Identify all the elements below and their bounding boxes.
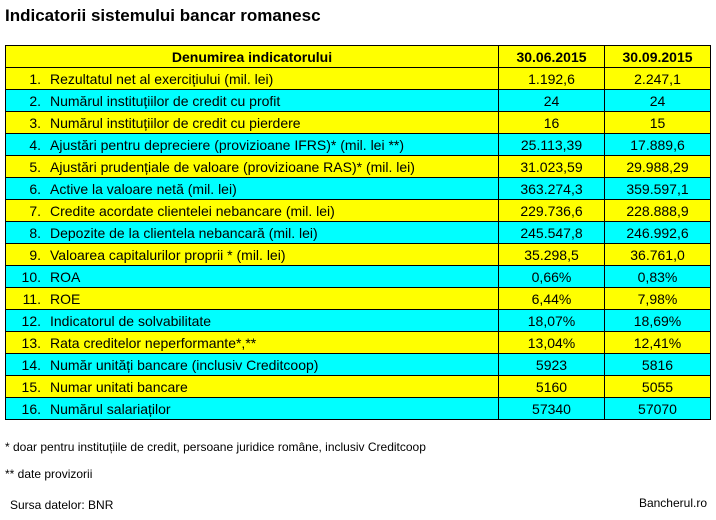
value-cell-2015-09-30: 17.889,6 — [605, 134, 711, 156]
indicator-label: Numar unitati bancare — [50, 378, 188, 395]
table-row — [6, 68, 711, 90]
value-cell-2015-06-30: 245.547,8 — [499, 222, 605, 244]
indicator-label: ROE — [50, 290, 81, 307]
indicator-name-cell — [6, 398, 499, 420]
indicator-name-cell — [6, 244, 499, 266]
indicator-label: Număr unități bancare (inclusiv Creditcoop) — [50, 356, 319, 373]
data-source: Sursa datelor: BNR — [10, 498, 114, 512]
value-cell-2015-09-30: 24 — [605, 90, 711, 112]
value-cell-2015-09-30: 359.597,1 — [605, 178, 711, 200]
indicator-label: Numărul instituțiilor de credit cu pierdere — [50, 114, 301, 131]
value-cell-2015-06-30: 1.192,6 — [499, 68, 605, 90]
header-date-2: 30.09.2015 — [605, 46, 711, 68]
value-cell-2015-09-30: 2.247,1 — [605, 68, 711, 90]
indicator-name-cell — [6, 222, 499, 244]
indicator-label: Rata creditelor neperformante*,** — [50, 334, 257, 351]
value-cell-2015-09-30: 246.992,6 — [605, 222, 711, 244]
indicator-name-cell — [6, 156, 499, 178]
table-row — [6, 266, 711, 288]
value-cell-2015-06-30: 16 — [499, 112, 605, 134]
indicator-number: 15. — [21, 378, 41, 395]
table-row — [6, 288, 711, 310]
indicator-label: Ajustări pentru depreciere (provizioane IFRS)* (mil. lei **) — [50, 136, 405, 153]
table-row — [6, 376, 711, 398]
indicator-number: 3. — [29, 114, 41, 131]
indicator-number: 9. — [29, 246, 41, 263]
indicator-label: Rezultatul net al exercițiului (mil. lei) — [50, 70, 274, 87]
table-row — [6, 112, 711, 134]
table-header-row — [6, 46, 711, 68]
table-row — [6, 332, 711, 354]
indicator-number: 6. — [29, 180, 41, 197]
footnote-2: ** date provizorii — [5, 467, 93, 481]
value-cell-2015-09-30: 36.761,0 — [605, 244, 711, 266]
value-cell-2015-06-30: 31.023,59 — [499, 156, 605, 178]
indicator-label: Credite acordate clientelei nebancare (mil. lei) — [50, 202, 335, 219]
table-row — [6, 156, 711, 178]
indicator-number: 2. — [29, 92, 41, 109]
value-cell-2015-06-30: 5160 — [499, 376, 605, 398]
value-cell-2015-09-30: 18,69% — [605, 310, 711, 332]
value-cell-2015-09-30: 57070 — [605, 398, 711, 420]
indicator-label: Active la valoare netă (mil. lei) — [50, 180, 237, 197]
indicator-name-cell — [6, 112, 499, 134]
value-cell-2015-06-30: 13,04% — [499, 332, 605, 354]
indicator-label: Indicatorul de solvabilitate — [50, 312, 212, 329]
table-row — [6, 398, 711, 420]
table-row — [6, 354, 711, 376]
indicators-table — [5, 45, 711, 420]
indicator-number: 8. — [29, 224, 41, 241]
value-cell-2015-09-30: 12,41% — [605, 332, 711, 354]
value-cell-2015-06-30: 363.274,3 — [499, 178, 605, 200]
indicator-number: 13. — [21, 334, 41, 351]
indicator-label: Ajustări prudențiale de valoare (provizioane RAS)* (mil. lei) — [50, 158, 415, 175]
indicator-name-cell — [6, 134, 499, 156]
indicator-name-cell — [6, 178, 499, 200]
brand-label: Bancherul.ro — [638, 496, 707, 510]
value-cell-2015-09-30: 0,83% — [605, 266, 711, 288]
footnote-1: * doar pentru instituțiile de credit, persoane juridice române, inclusiv Creditcoop — [5, 440, 426, 454]
value-cell-2015-06-30: 18,07% — [499, 310, 605, 332]
indicator-name-cell — [6, 200, 499, 222]
value-cell-2015-09-30: 5055 — [605, 376, 711, 398]
table-row — [6, 178, 711, 200]
indicator-number: 5. — [29, 158, 41, 175]
indicator-number: 11. — [22, 290, 41, 307]
value-cell-2015-06-30: 0,66% — [499, 266, 605, 288]
value-cell-2015-06-30: 229.736,6 — [499, 200, 605, 222]
indicator-label: ROA — [50, 268, 81, 285]
indicator-name-cell — [6, 68, 499, 90]
indicator-label: Valoarea capitalurilor proprii * (mil. lei) — [50, 246, 286, 263]
table-row — [6, 222, 711, 244]
header-date-1: 30.06.2015 — [499, 46, 605, 68]
value-cell-2015-09-30: 29.988,29 — [605, 156, 711, 178]
indicator-label: Numărul salariaților — [50, 400, 171, 417]
header-indicator-name: Denumirea indicatorului — [6, 46, 499, 68]
indicator-number: 10. — [21, 268, 41, 285]
value-cell-2015-09-30: 15 — [605, 112, 711, 134]
table-row — [6, 134, 711, 156]
indicator-number: 7. — [29, 202, 41, 219]
indicator-name-cell — [6, 266, 499, 288]
value-cell-2015-09-30: 7,98% — [605, 288, 711, 310]
indicator-name-cell — [6, 354, 499, 376]
value-cell-2015-06-30: 5923 — [499, 354, 605, 376]
value-cell-2015-09-30: 5816 — [605, 354, 711, 376]
value-cell-2015-06-30: 24 — [499, 90, 605, 112]
value-cell-2015-06-30: 35.298,5 — [499, 244, 605, 266]
table-row — [6, 90, 711, 112]
table-row — [6, 244, 711, 266]
value-cell-2015-06-30: 6,44% — [499, 288, 605, 310]
indicator-number: 4. — [29, 136, 41, 153]
indicator-number: 12. — [21, 312, 41, 329]
value-cell-2015-09-30: 228.888,9 — [605, 200, 711, 222]
indicator-number: 14. — [21, 356, 41, 373]
indicator-name-cell — [6, 288, 499, 310]
table-row — [6, 200, 711, 222]
indicator-name-cell — [6, 90, 499, 112]
indicator-label: Depozite de la clientela nebancară (mil. lei) — [50, 224, 318, 241]
indicator-label: Numărul instituțiilor de credit cu profit — [50, 92, 281, 109]
value-cell-2015-06-30: 57340 — [499, 398, 605, 420]
page-title: Indicatorii sistemului bancar romanesc — [5, 6, 321, 25]
indicator-name-cell — [6, 332, 499, 354]
table-row — [6, 310, 711, 332]
indicator-name-cell — [6, 376, 499, 398]
value-cell-2015-06-30: 25.113,39 — [499, 134, 605, 156]
indicator-number: 1. — [29, 70, 41, 87]
indicator-name-cell — [6, 310, 499, 332]
indicator-number: 16. — [21, 400, 41, 417]
